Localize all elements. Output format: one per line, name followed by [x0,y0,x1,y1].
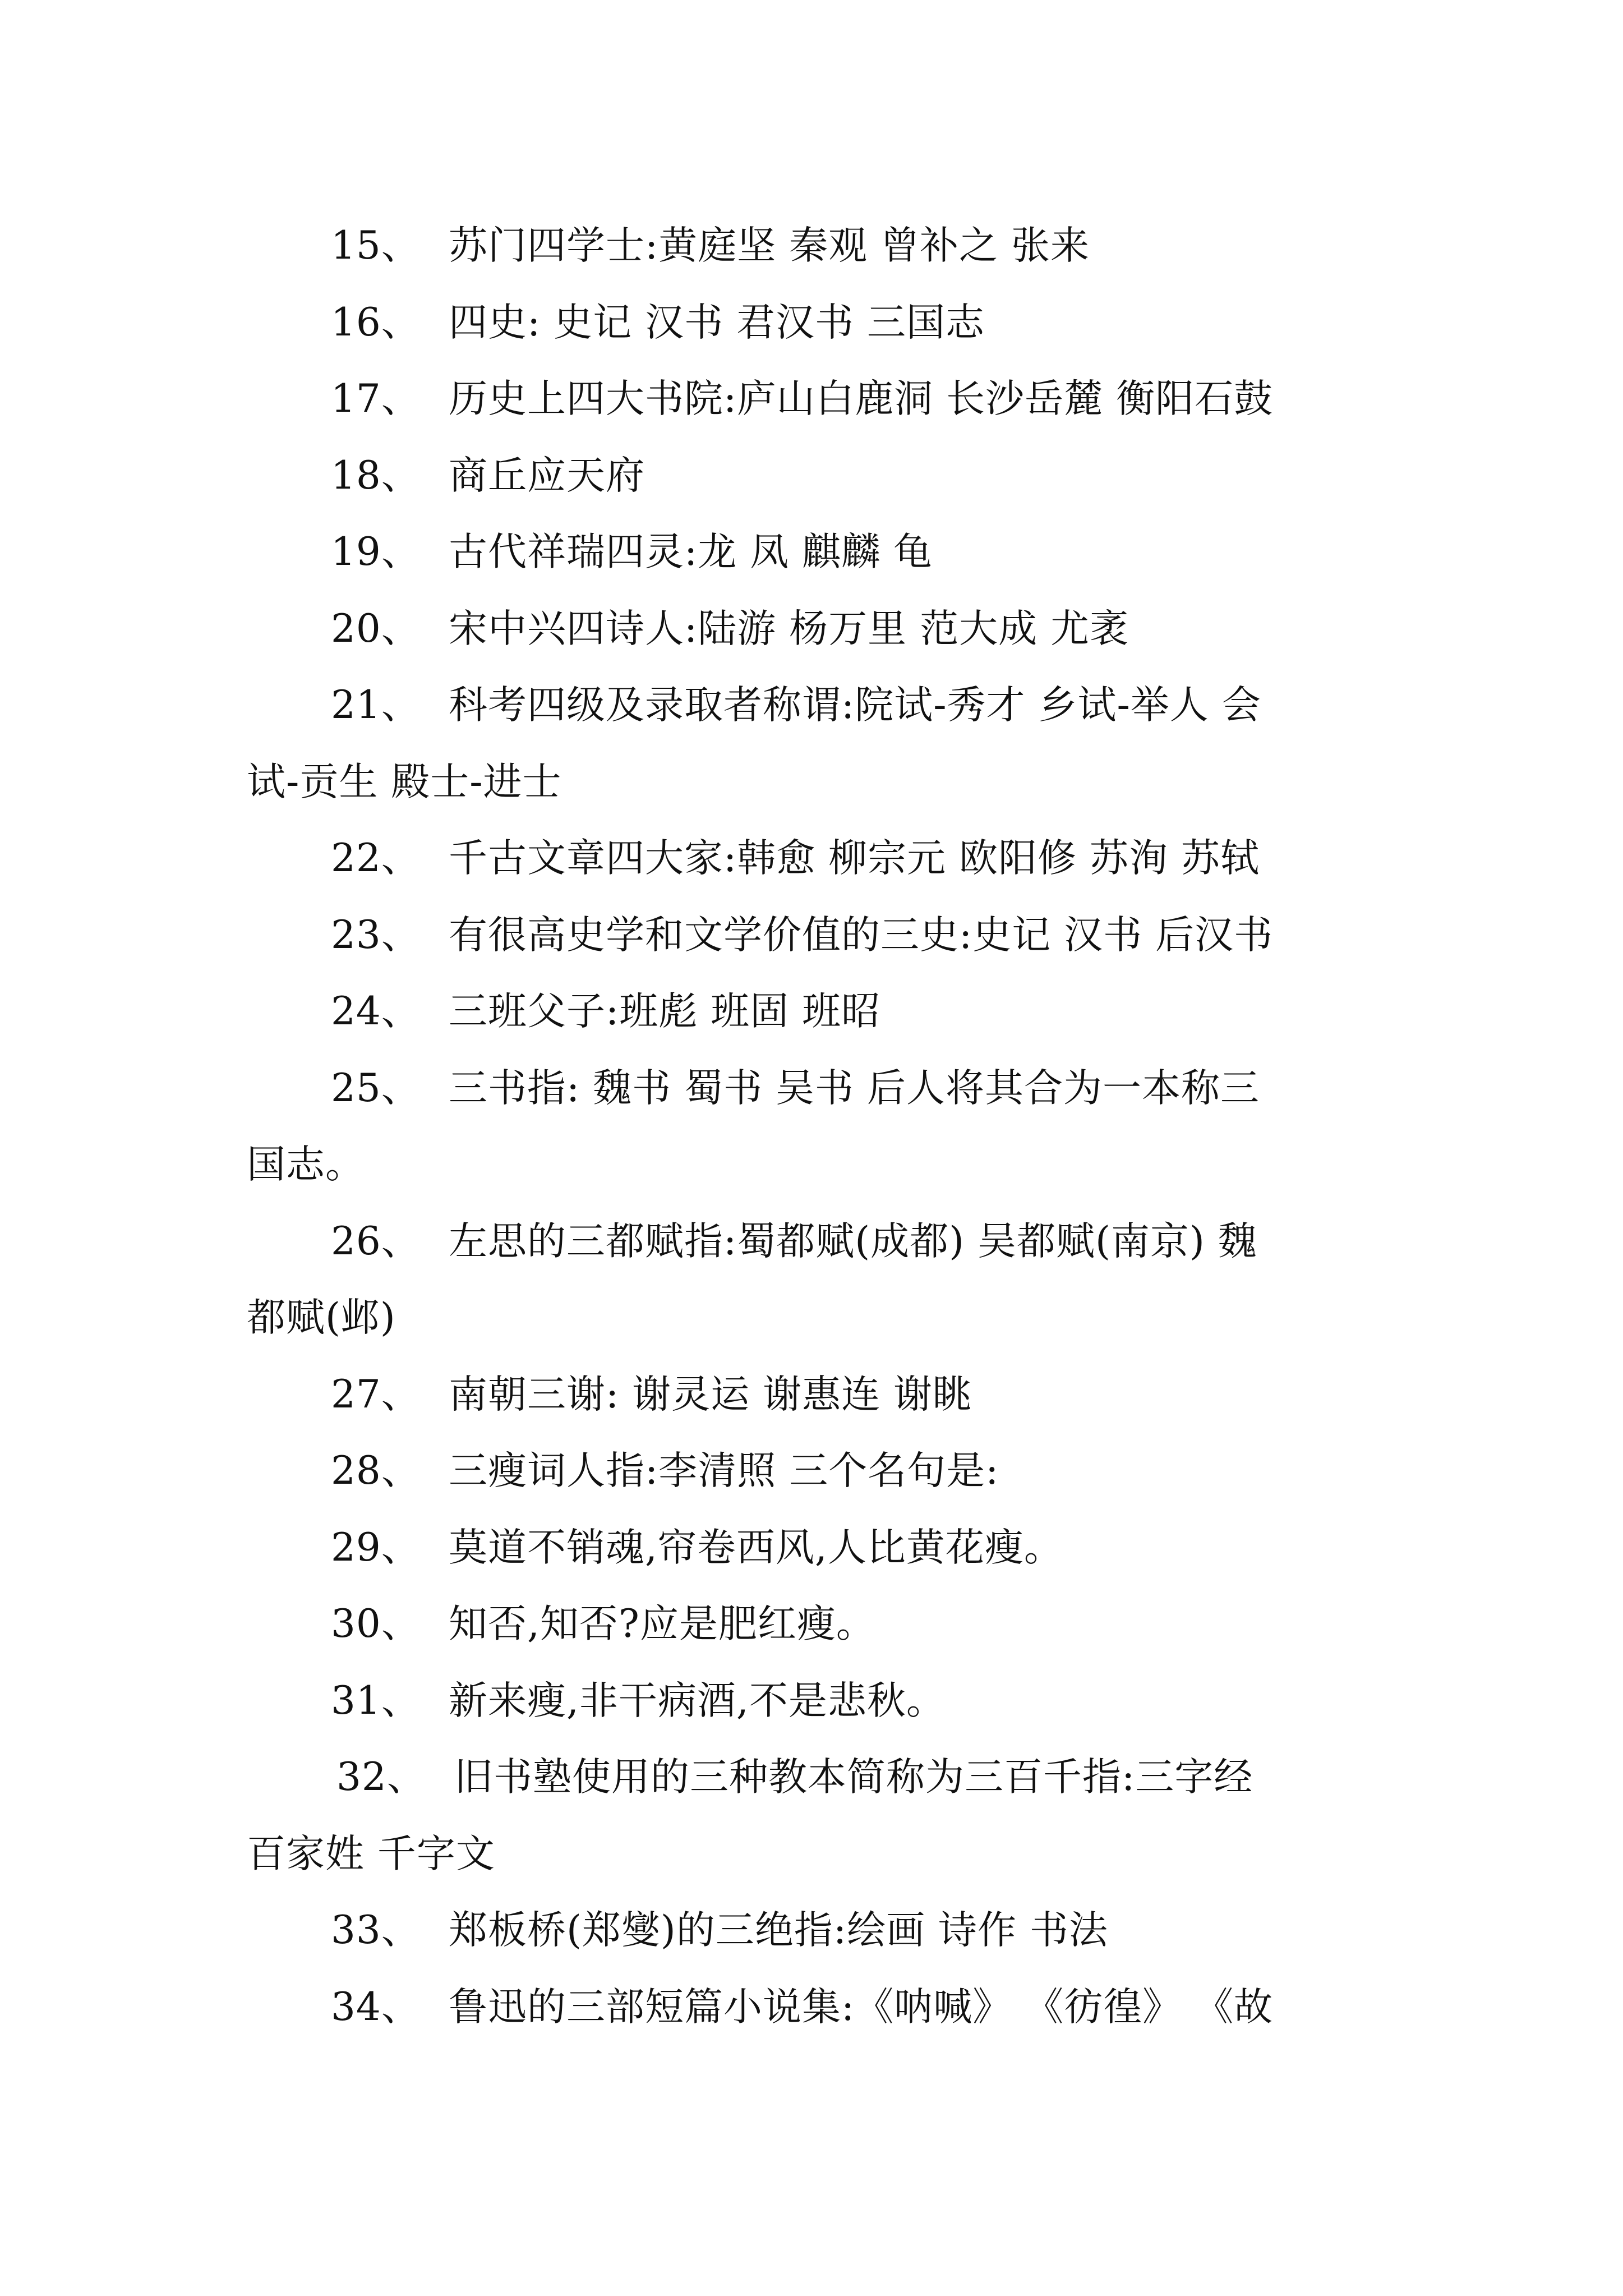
item-text: 千古文章四大家:韩愈 柳宗元 欧阳修 苏洵 苏轼 [449,836,1260,881]
item-text: 三书指: 魏书 蜀书 吴书 后人将其合为一本称三 [449,1065,1260,1111]
item-text: 百家姓 千字文 [247,1831,495,1876]
item-number: 30、 [331,1602,421,1646]
item-text: 三瘦词人指:李清照 三个名句是: [449,1448,999,1493]
item-number: 21、 [331,683,421,728]
item-number: 29、 [331,1525,421,1570]
list-item-32 [247,1739,1380,1816]
list-item-21-continued [247,744,1380,821]
item-text: 宋中兴四诗人:陆游 杨万里 范大成 尤袤 [449,606,1129,651]
list-item-16 [247,284,1380,361]
list-item-33 [247,1892,1380,1969]
item-text: 南朝三谢: 谢灵运 谢惠连 谢眺 [449,1372,972,1417]
item-number: 20、 [331,606,421,651]
item-text: 苏门四学士:黄庭坚 秦观 曾补之 张来 [449,223,1090,268]
item-text: 旧书塾使用的三种教本简称为三百千指:三字经 [454,1755,1253,1800]
list-item-26 [247,1203,1380,1280]
item-number: 26、 [331,1218,421,1264]
item-number: 23、 [331,912,421,958]
item-number: 27、 [331,1372,421,1417]
item-text: 左思的三都赋指:蜀都赋(成都) 吴都赋(南京) 魏 [449,1218,1257,1264]
list-item-21 [247,667,1380,744]
item-number: 31、 [331,1678,421,1723]
list-item-34 [247,1969,1380,2046]
item-text: 古代祥瑞四灵:龙 凤 麒麟 龟 [449,530,933,574]
list-item-15 [247,208,1380,284]
item-number: 15、 [331,223,421,268]
item-number: 34、 [331,1984,421,2030]
item-text: 新来瘦,非干病酒,不是悲秋。 [449,1678,946,1723]
list-item-31 [247,1663,1380,1740]
item-text: 鲁迅的三部短篇小说集:《呐喊》 《彷徨》 《故 [449,1984,1274,2030]
list-item-25 [247,1050,1380,1127]
list-item-32-continued [247,1816,1380,1893]
list-item-26-continued [247,1280,1380,1356]
item-number: 25、 [331,1065,421,1111]
item-number: 16、 [331,300,421,345]
list-item-19 [247,514,1380,591]
item-text: 商丘应天府 [449,453,645,498]
item-number: 18、 [331,453,421,498]
item-number: 28、 [331,1448,421,1493]
item-text: 都赋(邺) [247,1295,396,1340]
list-item-22 [247,820,1380,897]
list-item-24 [247,973,1380,1050]
item-text: 四史: 史记 汉书 君汉书 三国志 [449,300,985,345]
item-text: 三班父子:班彪 班固 班昭 [449,989,881,1034]
list-item-17 [247,361,1380,438]
item-number: 17、 [331,376,421,421]
item-text: 试-贡生 殿士-进士 [247,759,562,804]
list-item-18 [247,438,1380,514]
item-text: 有很高史学和文学价值的三史:史记 汉书 后汉书 [449,912,1274,958]
item-text: 历史上四大书院:庐山白鹿洞 长沙岳麓 衡阳石鼓 [449,376,1274,421]
text-block [247,208,1380,2045]
item-number: 24、 [331,989,421,1034]
item-number: 22、 [331,836,421,881]
list-item-23 [247,897,1380,974]
item-text: 郑板桥(郑燮)的三绝指:绘画 诗作 书法 [449,1908,1108,1953]
item-text: 知否,知否?应是肥红瘦。 [449,1602,875,1646]
item-text: 莫道不销魂,帘卷西风,人比黄花瘦。 [449,1525,1063,1570]
list-item-25-continued [247,1126,1380,1203]
item-text: 国志。 [247,1142,365,1187]
list-item-30 [247,1586,1380,1663]
list-item-29 [247,1510,1380,1586]
list-item-28 [247,1433,1380,1510]
item-number: 19、 [331,530,421,574]
item-number: 32、 [336,1755,426,1800]
item-number: 33、 [331,1908,421,1953]
list-item-20 [247,591,1380,668]
item-text: 科考四级及录取者称谓:院试-秀才 乡试-举人 会 [449,683,1261,728]
list-item-27 [247,1356,1380,1433]
